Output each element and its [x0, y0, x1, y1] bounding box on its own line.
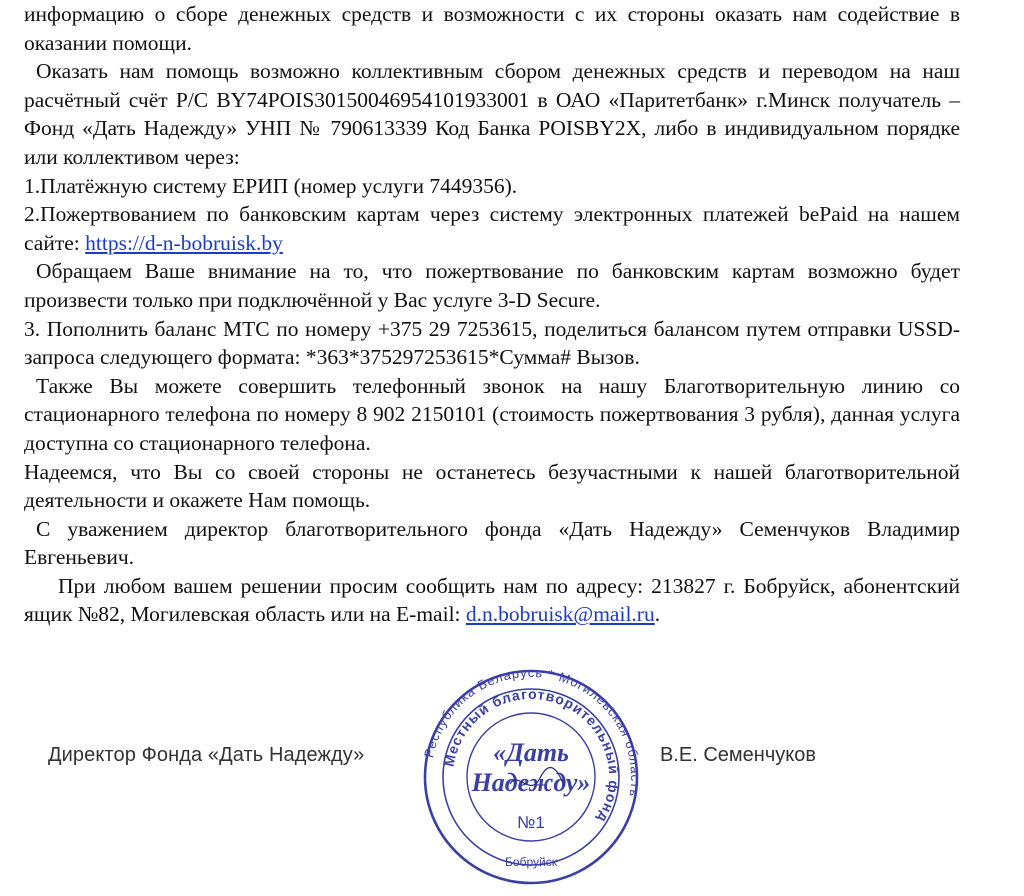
- paragraph-contact: [24, 572, 960, 629]
- paragraph-bank-details: Оказать нам помощь возможно коллективным сбором денежных средств и переводом на наш расчётный счёт Р/С BY74POIS30150046954101933001 в ОАО «Паритетбанк» г.Минск получатель – Фонд «Дать Надежду» УНП № 790613339 Код Банка POISBY2X, либо в индивидуальном порядке или коллективом через:: [24, 59, 960, 169]
- stamp-center-line1: «Дать: [493, 738, 569, 767]
- email-link[interactable]: d.n.bobruisk@mail.ru: [465, 602, 655, 627]
- stamp-center-line2: Надежду»: [471, 768, 591, 797]
- paragraph-hope: Надеемся, что Вы со своей стороны не останетесь безучастными к нашей благотворительной деятельности и окажете Нам помощь.: [24, 459, 960, 513]
- stamp-inner-ring-text: Местный благотворительный фонд: [440, 685, 623, 827]
- paragraph-intro: информацию о сборе денежных средств и возможности с их стороны оказать нам содействие в оказании помощи.: [24, 2, 960, 55]
- bepaid-text: 2.Пожертвованием по банковским картам через систему электронных платежей bePaid на нашем сайте:: [24, 202, 960, 255]
- paragraph-regards: С уважением директор благотворительного фонда «Дать Надежду» Семенчуков Владимир Евгеньевич.: [24, 516, 960, 570]
- stamp-number: №1: [517, 813, 545, 832]
- paragraph-3d-secure: Обращаем Ваше внимание на то, что пожертвование по банковским картам возможно будет произвести только при подключённой у Вас услуге 3-D Secure.: [24, 259, 960, 312]
- stamp-outer-ring-text: Республика Беларусь * Могилевская область: [420, 666, 644, 799]
- list-item-bepaid: [24, 200, 960, 257]
- foundation-stamp: [418, 666, 644, 888]
- list-item-erip: 1.Платёжную систему ЕРИП (номер услуги 7449356).: [24, 173, 518, 198]
- stamp-city: Бобруйск: [505, 855, 557, 869]
- paragraph-phone-line: Также Вы можете совершить телефонный звонок на нашу Благотворительную линию со стационарного телефона по номеру 8 902 2150101 (стоимость пожертвования 3 рубля), данная услуга доступна со стационарного телефона.: [24, 373, 960, 455]
- list-item-mts: 3. Пополнить баланс МТС по номеру +375 29 7253615, поделиться балансом путем отправки USSD-запроса следующего формата: *363*375297253615*Сумма# Вызов.: [24, 316, 960, 370]
- contact-text: При любом вашем решении просим сообщить нам по адресу: 213827 г. Бобруйск, абонентский ящик №82, Могилевская область или на E-mail:: [24, 573, 960, 627]
- signature-name: В.Е. Семенчуков: [660, 744, 816, 766]
- website-link[interactable]: https://d-n-bobruisk.by: [85, 230, 283, 255]
- signature-director-label: Директор Фонда «Дать Надежду»: [48, 744, 365, 766]
- letter-body: [24, 0, 960, 629]
- contact-end: .: [654, 602, 661, 627]
